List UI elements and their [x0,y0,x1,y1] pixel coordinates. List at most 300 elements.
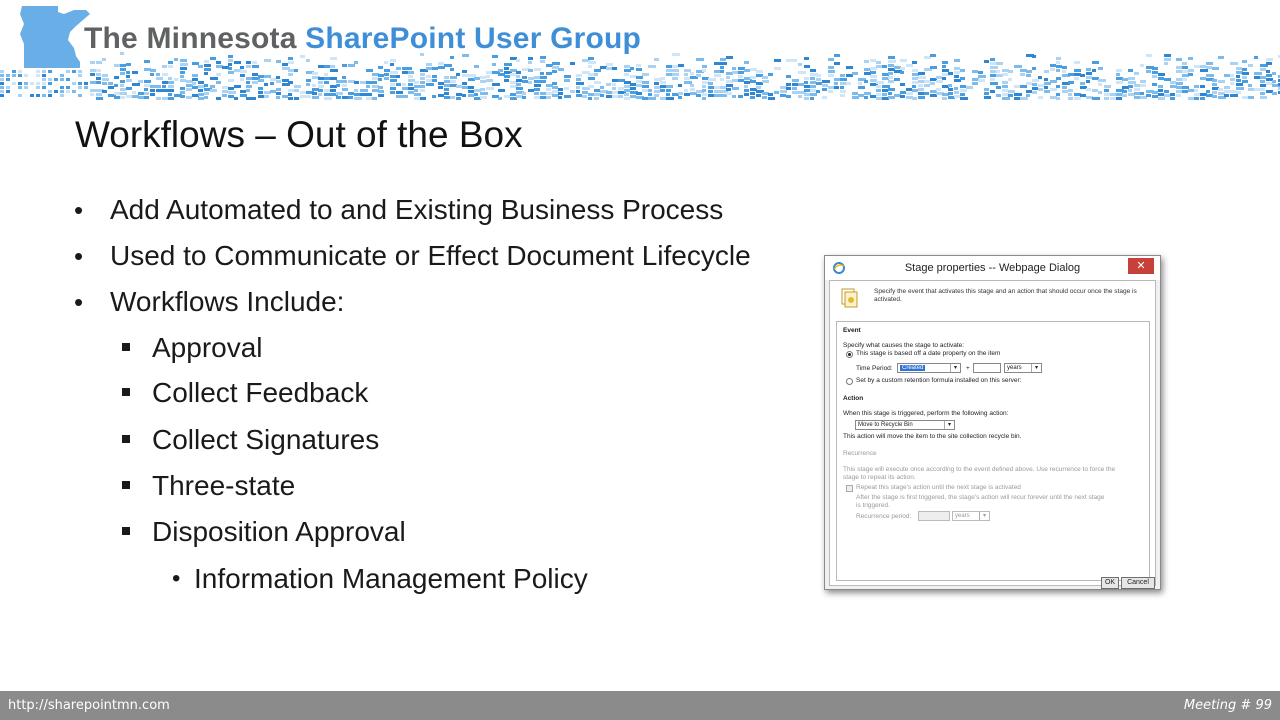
pixel-decoration [102,78,109,81]
pixel-decoration [822,96,827,99]
pixel-decoration [462,94,466,97]
pixel-decoration [684,77,690,80]
pixel-decoration [936,80,943,83]
pixel-decoration [192,78,198,81]
pixel-decoration [414,85,420,88]
pixel-decoration [960,85,966,88]
pixel-decoration [294,85,301,88]
pixel-decoration [396,67,401,70]
pixel-decoration [228,59,233,62]
pixel-decoration [924,56,931,59]
pixel-decoration [414,97,420,100]
pixel-decoration [0,86,4,89]
pixel-decoration [528,89,534,92]
pixel-decoration [48,90,52,93]
pixel-decoration [78,94,82,97]
recurrence-unit-select[interactable] [952,511,990,521]
pixel-decoration [1266,70,1270,73]
pixel-decoration [924,84,930,87]
pixel-decoration [1260,68,1266,71]
pixel-decoration [372,77,379,80]
pixel-decoration [1068,81,1074,84]
event-prompt: Specify what causes the stage to activate: [843,342,965,349]
pixel-decoration [930,82,935,85]
pixel-decoration [732,79,739,82]
pixel-decoration [840,90,846,93]
pixel-decoration [954,59,960,62]
pixel-decoration [366,69,373,72]
ok-button[interactable]: OK [1101,577,1119,589]
dialog-description: Specify the event that activates this stage and an action that should occur once the stage is activated. [874,288,1137,303]
pixel-decoration [1056,69,1060,72]
pixel-decoration [348,80,355,83]
pixel-decoration [936,76,942,79]
pixel-decoration [1008,90,1015,93]
pixel-decoration [516,83,521,86]
pixel-decoration [474,77,480,80]
pixel-decoration [786,59,792,62]
pixel-decoration [636,80,642,83]
pixel-decoration [630,95,636,98]
recurrence-period-input[interactable] [918,511,950,521]
pixel-decoration [234,97,238,100]
date-property-radio[interactable] [846,351,853,358]
pixel-decoration [1230,94,1238,97]
pixel-decoration [1044,86,1048,89]
pixel-decoration [1176,78,1182,81]
pixel-decoration [174,78,178,81]
pixel-decoration [720,58,726,61]
pixel-decoration [270,82,274,85]
pixel-decoration [594,89,600,92]
pixel-decoration [726,76,730,79]
pixel-decoration [684,69,691,72]
plus-sign: + [966,365,970,372]
pixel-decoration [1158,85,1163,88]
pixel-decoration [1098,91,1102,94]
pixel-decoration [288,61,294,64]
pixel-decoration [342,64,347,67]
pixel-decoration [618,95,623,98]
pixel-decoration [930,66,937,69]
pixel-decoration [0,90,4,93]
pixel-decoration [498,97,502,100]
pixel-decoration [654,86,661,89]
pixel-decoration [888,56,895,59]
pixel-decoration [1026,82,1032,85]
time-period-select[interactable] [897,363,961,373]
pixel-decoration [882,89,888,92]
pixel-decoration [198,65,203,68]
square-bullet-icon [122,388,130,396]
pixel-decoration [1254,72,1262,75]
pixel-decoration [1002,81,1008,84]
pixel-decoration [1194,89,1198,92]
pixel-decoration [126,95,132,98]
pixel-decoration [768,93,773,96]
pixel-decoration [372,89,379,92]
pixel-decoration [480,88,485,91]
pixel-decoration [846,74,853,77]
pixel-decoration [330,57,337,60]
pixel-decoration [96,73,101,76]
pixel-decoration [906,92,913,95]
pixel-decoration [1248,64,1253,67]
pixel-decoration [534,88,540,91]
pixel-decoration [264,95,269,98]
pixel-decoration [312,96,319,99]
pixel-decoration [96,93,102,96]
pixel-decoration [972,70,978,73]
pixel-decoration [240,94,247,97]
event-heading: Event [843,327,861,334]
pixel-decoration [276,60,281,63]
pixel-decoration [822,84,828,87]
pixel-decoration [552,86,558,89]
pixel-decoration [72,82,76,85]
pixel-decoration [624,97,630,100]
pixel-decoration [660,81,666,84]
pixel-decoration [522,80,528,83]
repeat-checkbox[interactable] [846,485,853,492]
pixel-decoration [390,87,396,90]
pixel-decoration [42,74,46,77]
pixel-decoration [486,79,493,82]
pixel-decoration [588,57,594,60]
pixel-decoration [324,65,330,68]
action-select[interactable] [855,420,955,430]
pixel-decoration [0,94,4,97]
pixel-decoration [954,79,961,82]
pixel-decoration [408,91,414,94]
pixel-decoration [1212,91,1217,94]
pixel-decoration [168,81,174,84]
pixel-decoration [312,72,318,75]
pixel-decoration [138,96,144,99]
pixel-decoration [1212,67,1219,70]
pixel-decoration [828,70,835,73]
pixel-decoration [228,79,234,82]
pixel-decoration [936,88,941,91]
pixel-decoration [876,81,884,84]
meeting-number: Meeting # 99 [1183,698,1272,713]
custom-formula-radio[interactable] [846,378,853,385]
pixel-decoration [144,96,149,99]
pixel-decoration [648,89,652,92]
pixel-decoration [240,66,244,69]
pixel-decoration [606,95,612,98]
pixel-decoration [576,86,580,89]
pixel-decoration [420,97,426,100]
pixel-decoration [102,90,107,93]
pixel-decoration [918,84,923,87]
pixel-decoration [834,54,840,57]
pixel-decoration [1182,90,1188,93]
pixel-decoration [576,82,584,85]
pixel-decoration [900,91,906,94]
pixel-decoration [882,85,890,88]
pixel-decoration [324,97,332,100]
pixel-decoration [882,65,887,68]
pixel-decoration [660,97,666,100]
pixel-decoration [816,82,822,85]
pixel-decoration [630,87,636,90]
pixel-decoration [552,94,559,97]
pixel-decoration [1098,79,1106,82]
pixel-decoration [1122,90,1127,93]
pixel-decoration [1134,92,1140,95]
pixel-decoration [744,93,749,96]
pixel-decoration [690,84,694,87]
pixel-decoration [684,73,688,76]
pixel-decoration [576,78,581,81]
pixel-decoration [1146,54,1152,57]
pixel-decoration [54,90,58,93]
pixel-decoration [1002,89,1008,92]
cancel-button[interactable]: Cancel [1121,577,1155,589]
pixel-decoration [360,93,367,96]
dialog-body [829,280,1156,586]
pixel-decoration [714,70,720,73]
time-period-value: Created [902,365,924,371]
pixel-decoration [726,56,733,59]
pixel-decoration [1242,68,1247,71]
pixel-decoration [510,73,516,76]
pixel-decoration [672,77,678,80]
pixel-decoration [246,81,250,84]
pixel-decoration [42,82,46,85]
pixel-decoration [216,97,221,100]
logo-text-blue: SharePoint User Group [305,22,642,55]
pixel-decoration [204,92,209,95]
pixel-decoration [534,92,539,95]
pixel-decoration [384,73,389,76]
pixel-decoration [546,88,551,91]
pixel-decoration [624,93,629,96]
pixel-decoration [738,79,744,82]
pixel-decoration [582,91,588,94]
pixel-decoration [540,96,546,99]
group-logo-title [84,22,641,56]
pixel-decoration [150,93,155,96]
pixel-decoration [618,79,625,82]
pixel-decoration [162,97,169,100]
pixel-decoration [1176,70,1183,73]
pixel-decoration [540,56,546,59]
pixel-decoration [948,96,955,99]
pixel-decoration [1092,69,1096,72]
pixel-decoration [252,81,258,84]
pixel-decoration [1170,81,1176,84]
pixel-decoration [1056,93,1060,96]
pixel-decoration [132,91,136,94]
pixel-decoration [1038,84,1045,87]
pixel-decoration [918,72,925,75]
pixel-decoration [546,96,551,99]
pixel-decoration [6,74,10,77]
pixel-decoration [918,88,924,91]
pixel-decoration [288,81,293,84]
pixel-decoration [810,85,816,88]
pixel-decoration [1008,94,1013,97]
pixel-decoration [1002,73,1008,76]
pixel-decoration [420,81,425,84]
pixel-decoration [192,86,198,89]
pixel-decoration [456,97,461,100]
pixel-decoration [144,84,150,87]
pixel-decoration [576,74,582,77]
pixel-decoration [318,65,325,68]
pixel-decoration [636,84,642,87]
pixel-decoration [354,89,358,92]
pixel-decoration [42,86,46,89]
pixel-decoration [426,79,432,82]
pixel-decoration [192,94,199,97]
pixel-decoration [192,62,199,65]
pixel-decoration [804,77,809,80]
pixel-decoration [354,81,359,84]
square-bullet-icon [122,343,130,351]
pixel-decoration [930,94,937,97]
pixel-decoration [720,66,724,69]
pixel-decoration [1206,74,1214,77]
pixel-decoration [468,86,474,89]
pixel-decoration [1086,96,1093,99]
pixel-decoration [1074,97,1081,100]
pixel-decoration [540,76,547,79]
pixel-decoration [420,85,425,88]
pixel-decoration [1176,86,1182,89]
pixel-decoration [162,85,166,88]
pixel-decoration [318,77,325,80]
period-unit-select[interactable] [1004,363,1042,373]
pixel-decoration [720,86,727,89]
pixel-decoration [834,86,839,89]
pixel-decoration [612,87,616,90]
pixel-decoration [606,63,613,66]
pixel-decoration [450,80,456,83]
pixel-decoration [444,84,450,87]
pixel-decoration [954,87,958,90]
pixel-decoration [564,79,570,82]
chevron-down-icon: ▾ [1031,364,1041,372]
pixel-decoration [624,81,631,84]
pixel-decoration [258,79,264,82]
close-button[interactable]: ✕ [1128,258,1154,274]
pixel-decoration [630,67,634,70]
pixel-decoration [60,86,64,89]
pixel-decoration [1176,94,1181,97]
pixel-decoration [342,88,348,91]
pixel-decoration [588,77,595,80]
pixel-decoration [1272,72,1276,75]
pixel-decoration [12,74,16,77]
pixel-decoration [192,74,198,77]
pixel-decoration [606,83,611,86]
bullet-marker: • [74,287,84,317]
pixel-decoration [186,88,192,91]
pixel-decoration [516,95,523,98]
pixel-decoration [1056,61,1060,64]
pixel-decoration [702,65,707,68]
pixel-decoration [318,81,323,84]
pixel-decoration [1164,54,1171,57]
pixel-decoration [1128,85,1133,88]
pixel-decoration [810,97,814,100]
pixel-decoration [444,88,449,91]
pixel-decoration [612,83,616,86]
pixel-decoration [888,92,892,95]
pixel-decoration [1026,70,1032,73]
pixel-decoration [336,92,343,95]
pixel-decoration [588,97,592,100]
pixel-decoration [726,72,733,75]
pixel-decoration [1086,68,1091,71]
pixel-decoration [396,91,403,94]
pixel-decoration [504,67,509,70]
pixel-decoration [912,73,919,76]
pixel-decoration [360,81,367,84]
pixel-decoration [990,90,995,93]
pixel-decoration [558,96,562,99]
period-amount-input[interactable] [973,363,1001,373]
pixel-decoration [534,84,541,87]
pixel-decoration [504,95,510,98]
pixel-decoration [210,89,217,92]
pixel-decoration [1074,73,1081,76]
pixel-decoration [1206,94,1213,97]
pixel-decoration [510,57,517,60]
pixel-decoration [612,67,617,70]
pixel-decoration [240,90,246,93]
pixel-decoration [378,86,383,89]
pixel-decoration [1272,92,1277,95]
pixel-decoration [228,63,232,66]
pixel-decoration [534,96,541,99]
pixel-decoration [540,72,544,75]
pixel-decoration [378,78,382,81]
pixel-decoration [1236,87,1244,90]
pixel-decoration [1128,89,1132,92]
pixel-decoration [288,93,292,96]
pixel-decoration [666,85,673,88]
pixel-decoration [702,77,709,80]
pixel-decoration [648,65,656,68]
footer-url-link[interactable]: http://sharepointmn.com [8,698,170,713]
pixel-decoration [912,97,917,100]
pixel-decoration [612,91,618,94]
pixel-decoration [672,65,679,68]
pixel-decoration [288,69,294,72]
pixel-decoration [438,62,444,65]
pixel-decoration [1176,90,1183,93]
pixel-decoration [594,73,598,76]
pixel-decoration [756,74,763,77]
pixel-decoration [450,68,454,71]
pixel-decoration [1236,79,1241,82]
pixel-decoration [966,86,973,89]
pixel-decoration [1140,80,1146,83]
pixel-decoration [270,78,277,81]
pixel-decoration [1230,78,1235,81]
pixel-decoration [1158,73,1165,76]
pixel-decoration [36,70,40,73]
pixel-decoration [642,81,649,84]
pixel-decoration [624,73,629,76]
pixel-decoration [114,76,119,79]
pixel-decoration [126,87,132,90]
pixel-decoration [522,96,526,99]
